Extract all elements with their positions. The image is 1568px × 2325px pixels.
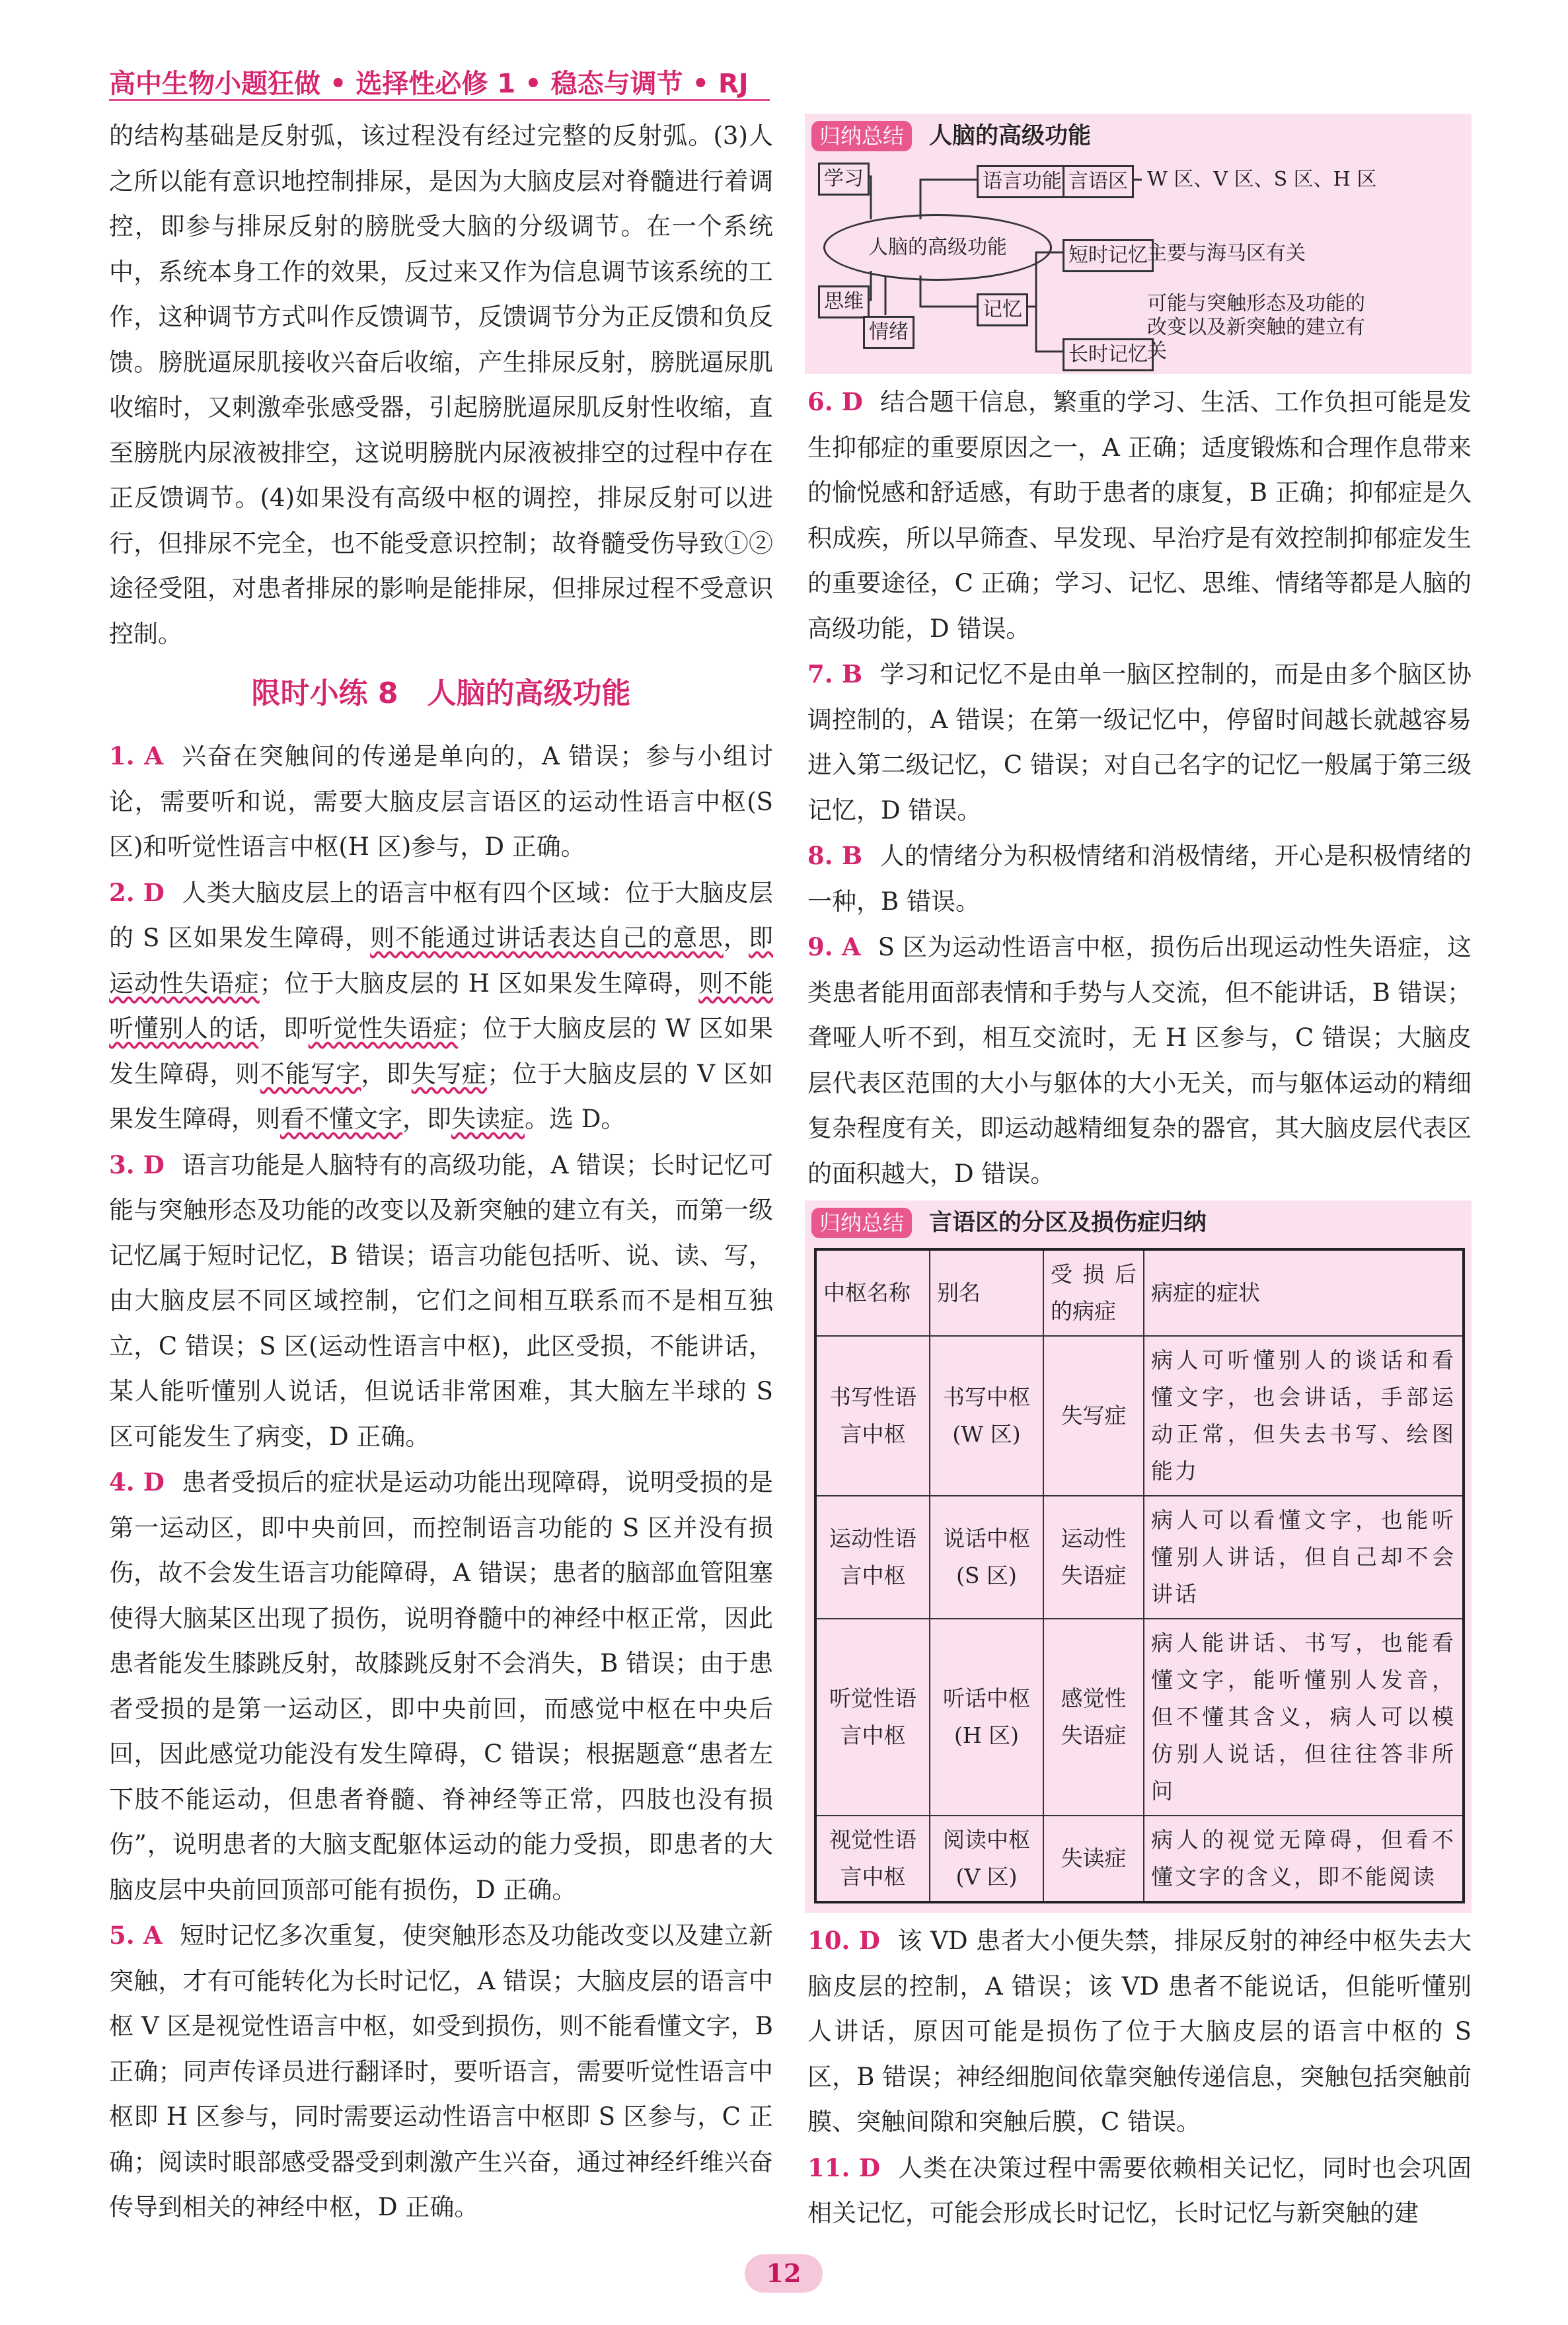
underlined-text: 则不能通过讲话表达自己的意思 — [370, 924, 724, 952]
table-cell: 听话中枢(H 区) — [930, 1619, 1043, 1816]
running-header: 高中生物小题狂做 • 选择性必修 1 • 稳态与调节 • RJ — [109, 69, 749, 99]
table-cell: 书写性语言中枢 — [815, 1336, 930, 1496]
column-header: 别名 — [930, 1249, 1043, 1336]
answer-item: 9. A S 区为运动性语言中枢，损伤后出现运动性失语症，这类患者能用面部表情和手势与人交流，但不能讲话，B 错误；聋哑人听不到，相互交流时，无 H 区参与，C 错误；大脑皮层代表区范围的大小与躯体的大小无关，而与躯体运动的精细复杂程度有关，即运动越精细复杂的器官，其大脑皮层代表区的面积越大，D 错误。 — [807, 932, 1472, 1188]
answer-item: 6. D 结合题干信息，繁重的学习、生活、工作负担可能是发生抑郁症的重要原因之一，A 正确；适度锻炼和合理作息带来的愉悦感和舒适感，有助于患者的康复，B 正确；抑郁症是久积成疾，所以早筛查、早发现、早治疗是有效控制抑郁症发生的重要途径，C 正确；学习、记忆、思维、情绪等都是人脑的高级功能，D 错误。 — [807, 387, 1472, 643]
text-segment: ， — [723, 924, 749, 952]
table-cell: 阅读中枢(V 区) — [930, 1816, 1043, 1902]
table-cell: 说话中枢(S 区) — [930, 1496, 1043, 1619]
summary-title: 言语区的分区及损伤症归纳 — [929, 1209, 1207, 1236]
header-rule — [109, 99, 770, 101]
summary-tag: 归纳总结 — [811, 121, 912, 151]
underlined-text: 不能写字 — [260, 1059, 361, 1088]
note-short-memory: 主要与海马区有关 — [1147, 242, 1306, 265]
speech-area-table — [814, 1248, 1465, 1903]
intro-paragraph: 的结构基础是反射弧，该过程没有经过完整的反射弧。(3)人之所以能有意识地控制排尿，是因为大脑皮层对脊髓进行着调控，即参与排尿反射的膀胱受大脑的分级调节。在一个系统中，系统本身工作的效果，反过来又作为信息调节该系统的工作，这种调节方式叫作反馈调节，反馈调节分为正反馈和负反馈。膀胱逼尿肌接收兴奋后收缩，产生排尿反射，膀胱逼尿肌收缩时，又刺激牵张感受器，引起膀胱逼尿肌反射性收缩，直至膀胱内尿液被排空，这说明膀胱内尿液被排空的过程中存在正反馈调节。(4)如果没有高级中枢的调控，排尿反射可以进行，但排尿不完全，也不能受意识控制；故脊髓受伤导致①②途径受阻，对患者排尿的影响是能排尿，但排尿过程不受意识控制。 — [109, 122, 773, 648]
node-language: 语言功能 — [977, 165, 1068, 198]
table-cell: 失读症 — [1043, 1816, 1144, 1902]
underlined-text: 听觉性失语症 — [308, 1014, 458, 1043]
table-cell: 病人可以看懂文字，也能听懂别人讲话，但自己却不会讲话 — [1144, 1496, 1464, 1619]
underlined-text: 失读症 — [451, 1105, 525, 1133]
note-long-memory: 可能与突触形态及功能的改变以及新突触的建立有关 — [1147, 292, 1365, 363]
node-learning: 学习 — [818, 163, 870, 196]
table-row — [815, 1816, 1464, 1902]
answer-item: 1. A 兴奋在突触间的传递是单向的，A 错误；参与小组讨论，需要听和说，需要大脑皮层言语区的运动性语言中枢(S 区)和听觉性语言中枢(H 区)参与，D 正确。 — [109, 741, 774, 861]
answer-item: 3. D 语言功能是人脑特有的高级功能，A 错误；长时记忆可能与突触形态及功能的改变以及新突触的建立有关，而第一级记忆属于短时记忆，B 错误；语言功能包括听、说、读、写，由大脑皮层不同区域控制，它们之间相互联系而不是相互独立，C 错误；S 区(运动性语言中枢)，此区受损，不能讲话，某人能听懂别人说话，但说话非常困难，其大脑左半球的 S 区可能发生了病变，D 正确。 — [109, 1150, 774, 1451]
underlined-text: 则不能听懂别人的话 — [109, 969, 774, 1043]
node-long-memory: 长时记忆 — [1063, 338, 1154, 371]
answer-item: 11. D 人类在决策过程中需要依赖相关记忆，同时也会巩固相关记忆，可能会形成长时记忆，长时记忆与新突触的建 — [807, 2153, 1472, 2227]
text-segment: 。选 D。 — [525, 1105, 626, 1133]
answer-item: 5. A 短时记忆多次重复，使突触形态及功能改变以及建立新突触，才有可能转化为长时记忆，A 错误；大脑皮层的语言中枢 V 区是视觉性语言中枢，如受到损伤，则不能看懂文字，B 正确；同声传译员进行翻译时，要听语言，需要听觉性语言中枢即 H 区参与，同时需要运动性语言中枢即 S 区参与，C 正确；阅读时眼部感受器受到刺激产生兴奋，通过神经纤维兴奋传导到相关的神经中枢，D 正确。 — [109, 1921, 774, 2221]
text-segment: ，即 — [361, 1059, 412, 1088]
underlined-text: 即运动性失语症 — [109, 924, 774, 998]
note-areas: W 区、V 区、S 区、H 区 — [1147, 168, 1377, 191]
table-row — [815, 1619, 1464, 1816]
summary-tag: 归纳总结 — [811, 1208, 912, 1238]
node-emotion: 情绪 — [863, 316, 915, 349]
answer-item: 8. B 人的情绪分为积极情绪和消极情绪，开心是积极情绪的一种，B 错误。 — [807, 841, 1472, 916]
table-cell: 失写症 — [1043, 1336, 1144, 1496]
text-segment: 人类大脑皮层上的语言中枢有四个区域：位于大脑皮层的 S 区如果发生障碍， — [109, 878, 773, 952]
summary-box-brain-functions — [805, 114, 1472, 374]
column-header: 病症的症状 — [1144, 1249, 1464, 1336]
table-cell: 书写中枢(W 区) — [930, 1336, 1043, 1496]
page-number: 12 — [745, 2254, 823, 2293]
text-segment: ，即 — [402, 1105, 451, 1133]
table-cell: 病人能讲话、书写，也能看懂文字，能听懂别人发音，但不懂其含义，病人可以模仿别人说话，但往往答非所问 — [1144, 1619, 1464, 1816]
answer-item: 10. D 该 VD 患者大小便失禁，排尿反射的神经中枢失去大脑皮层的控制，A 错误；该 VD 患者不能说话，但能听懂别人讲话，原因可能是损伤了位于大脑皮层的语言中枢的 S 区，B 错误；神经细胞间依靠突触传递信息，突触包括突触前膜、突触间隙和突触后膜，C 错误。 — [807, 1926, 1472, 2136]
table-cell: 听觉性语言中枢 — [815, 1619, 930, 1816]
left-column — [109, 114, 773, 2231]
table-cell: 病人可听懂别人的谈话和看懂文字，也会讲话，手部运动正常，但失去书写、绘图能力 — [1144, 1336, 1464, 1496]
mind-map — [811, 153, 1465, 365]
node-center-ellipse: 人脑的高级功能 — [823, 214, 1052, 281]
table-cell: 感觉性失语症 — [1043, 1619, 1144, 1816]
node-speech-area: 言语区 — [1063, 165, 1134, 198]
table-header-row — [815, 1249, 1464, 1336]
node-memory: 记忆 — [977, 293, 1028, 326]
table-row — [815, 1336, 1464, 1496]
text-segment: ；位于大脑皮层的 V 区如果发生障碍，则 — [109, 1059, 774, 1133]
node-thinking: 思维 — [818, 285, 870, 318]
text-segment: ；位于大脑皮层的 H 区如果发生障碍， — [259, 969, 699, 998]
answer-item: 2. D 人类大脑皮层上的语言中枢有四个区域：位于大脑皮层的 S 区如果发生障碍，则不能通过讲话表达自己的意思，即运动性失语症；位于大脑皮层的 H 区如果发生障碍，则不能听懂别人的话，即听觉性失语症；位于大脑皮层的 W 区如果发生障碍，则不能写字，即失写症；位于大脑皮层的 V 区如果发生障碍，则看不懂文字，即失读症。选 D。 — [109, 877, 774, 1133]
table-cell: 视觉性语言中枢 — [815, 1816, 930, 1902]
answer-item: 4. D 患者受损后的症状是运动功能出现障碍，说明受损的是第一运动区，即中央前回，而控制语言功能的 S 区并没有损伤，故不会发生语言功能障碍，A 错误；患者的脑部血管阻塞使得大脑某区出现了损伤，说明脊髓中的神经中枢正常，因此患者能发生膝跳反射，故膝跳反射不会消失，B 错误；由于患者受损的是第一运动区，即中央前回，而感觉中枢在中央后回，因此感觉功能没有发生障碍，C 错误；根据题意“患者左下肢不能运动，但患者脊髓、脊神经等正常，四肢也没有损伤”，说明患者的大脑支配躯体运动的能力受损，即患者的大脑皮层中央前回顶部可能有损伤，D 正确。 — [109, 1467, 773, 1904]
column-header: 中枢名称 — [815, 1249, 930, 1336]
table-cell: 运动性语言中枢 — [815, 1496, 930, 1619]
text-segment: ；位于大脑皮层的 W 区如果发生障碍，则 — [109, 1014, 774, 1088]
node-short-memory: 短时记忆 — [1063, 239, 1154, 272]
table-cell: 病人的视觉无障碍，但看不懂文字的含义，即不能阅读 — [1144, 1816, 1464, 1902]
answer-item: 7. B 学习和记忆不是由单一脑区控制的，而是由多个脑区协调控制的，A 错误；在第一级记忆中，停留时间越长就越容易进入第二级记忆，C 错误；对自己名字的记忆一般属于第三级记忆，D 错误。 — [807, 659, 1472, 825]
table-cell: 运动性失语症 — [1043, 1496, 1144, 1619]
underlined-text: 看不懂文字 — [280, 1105, 402, 1133]
table-row — [815, 1496, 1464, 1619]
right-column — [807, 114, 1472, 2236]
column-header: 受损后的病症 — [1043, 1249, 1144, 1336]
summary-box-speech-areas — [805, 1200, 1472, 1913]
underlined-text: 失写症 — [411, 1059, 488, 1088]
summary-title: 人脑的高级功能 — [929, 122, 1092, 149]
section-title: 限时小练 8 人脑的高级功能 — [251, 677, 631, 710]
text-segment: ，即 — [258, 1014, 309, 1043]
